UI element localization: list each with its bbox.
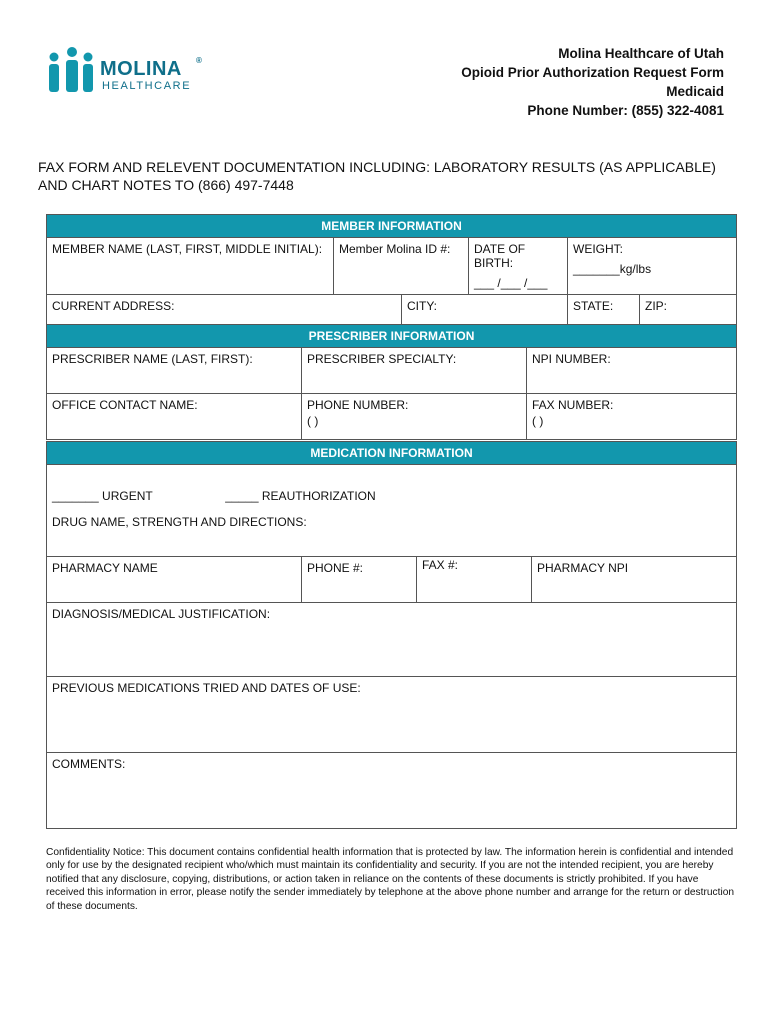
- header-phone: Phone Number: (855) 322-4081: [527, 103, 724, 118]
- weight-field[interactable]: [568, 238, 737, 295]
- previous-medications-label: PREVIOUS MEDICATIONS TRIED AND DATES OF USE:: [52, 681, 361, 695]
- logo-registered: ®: [196, 56, 203, 65]
- pharmacy-phone-field[interactable]: [302, 557, 417, 603]
- pharmacy-phone-label: PHONE #:: [307, 561, 364, 575]
- pharmacy-name-label: PHARMACY NAME: [52, 561, 158, 575]
- prescriber-phone-label: PHONE NUMBER:: [307, 398, 409, 412]
- medication-info-band: MEDICATION INFORMATION: [47, 442, 737, 465]
- member-name-field[interactable]: [47, 238, 334, 295]
- pharmacy-fax-label: FAX #:: [422, 558, 459, 572]
- state-label: STATE:: [573, 299, 614, 313]
- urgent-option[interactable]: _______ URGENT: [52, 489, 153, 503]
- molina-logo: [46, 46, 216, 96]
- header-org: Molina Healthcare of Utah: [558, 46, 724, 61]
- molina-people-icon: [46, 46, 98, 96]
- previous-medications-field[interactable]: [47, 677, 737, 753]
- comments-label: COMMENTS:: [52, 757, 126, 771]
- office-contact-field[interactable]: [47, 394, 302, 440]
- pharmacy-name-field[interactable]: [47, 557, 302, 603]
- pharmacy-npi-field[interactable]: [532, 557, 737, 603]
- address-label: CURRENT ADDRESS:: [52, 299, 175, 313]
- header-program: Medicaid: [666, 84, 724, 99]
- zip-label: ZIP:: [645, 299, 668, 313]
- diagnosis-field[interactable]: [47, 603, 737, 677]
- weight-label: WEIGHT:: [573, 242, 623, 256]
- prescriber-phone-field[interactable]: [302, 394, 527, 440]
- dob-field[interactable]: [469, 238, 568, 295]
- prescriber-specialty-field[interactable]: [302, 348, 527, 394]
- prescriber-phone-blank: ( ): [307, 414, 319, 428]
- pharmacy-fax-field[interactable]: [417, 557, 532, 603]
- dob-blank: ___ /___ /___: [474, 276, 548, 290]
- member-info-band: MEMBER INFORMATION: [47, 215, 737, 238]
- prescriber-fax-label: FAX NUMBER:: [532, 398, 614, 412]
- prescriber-specialty-label: PRESCRIBER SPECIALTY:: [307, 352, 457, 366]
- npi-label: NPI NUMBER:: [532, 352, 611, 366]
- city-label: CITY:: [407, 299, 438, 313]
- office-contact-label: OFFICE CONTACT NAME:: [52, 398, 198, 412]
- pharmacy-npi-label: PHARMACY NPI: [537, 561, 629, 575]
- prescriber-fax-blank: ( ): [532, 414, 544, 428]
- comments-field[interactable]: [47, 753, 737, 829]
- prescriber-fax-field[interactable]: [527, 394, 737, 440]
- weight-blank: _______kg/lbs: [573, 262, 652, 276]
- logo-subtitle: HEALTHCARE: [102, 80, 192, 92]
- member-info-table: [46, 214, 737, 338]
- prescriber-info-band: PRESCRIBER INFORMATION: [47, 325, 737, 348]
- fax-instructions: FAX FORM AND RELEVENT DOCUMENTATION INCLUDING: LABORATORY RESULTS (AS APPLICABLE) AND CHART NOTES TO (866) 497-7448: [38, 159, 716, 193]
- dob-label: DATE OF BIRTH:: [474, 242, 526, 270]
- prescriber-info-table: [46, 324, 737, 440]
- prescriber-name-field[interactable]: [47, 348, 302, 394]
- header-form-title: Opioid Prior Authorization Request Form: [461, 65, 724, 80]
- confidentiality-notice: Confidentiality Notice: This document contains confidential health information that is protected by law. The information herein is confidential and intended only for use by the designated recipient who/which must maintain its confidentiality and security. If you are not the intended recipient, you are hereby notified that any disclosure, copying, distributions, or action taken in reliance on the contents of these documents is strictly prohibited. If you have received this information in error, please notify the sender immediately by telephone at the above phone number and arrange for the return or destruction of these documents.: [46, 847, 735, 912]
- member-id-label: Member Molina ID #:: [339, 242, 451, 256]
- medication-info-table: [46, 441, 737, 829]
- prescriber-name-label: PRESCRIBER NAME (LAST, FIRST):: [52, 352, 253, 366]
- request-type-drug-field[interactable]: [47, 465, 737, 557]
- diagnosis-label: DIAGNOSIS/MEDICAL JUSTIFICATION:: [52, 607, 271, 621]
- member-id-field[interactable]: [334, 238, 469, 295]
- drug-name-label: DRUG NAME, STRENGTH AND DIRECTIONS:: [52, 515, 307, 529]
- logo-wordmark: MOLINA: [100, 58, 182, 80]
- reauthorization-option[interactable]: _____ REAUTHORIZATION: [225, 489, 376, 503]
- npi-field[interactable]: [527, 348, 737, 394]
- member-name-label: MEMBER NAME (LAST, FIRST, MIDDLE INITIAL):: [52, 242, 323, 256]
